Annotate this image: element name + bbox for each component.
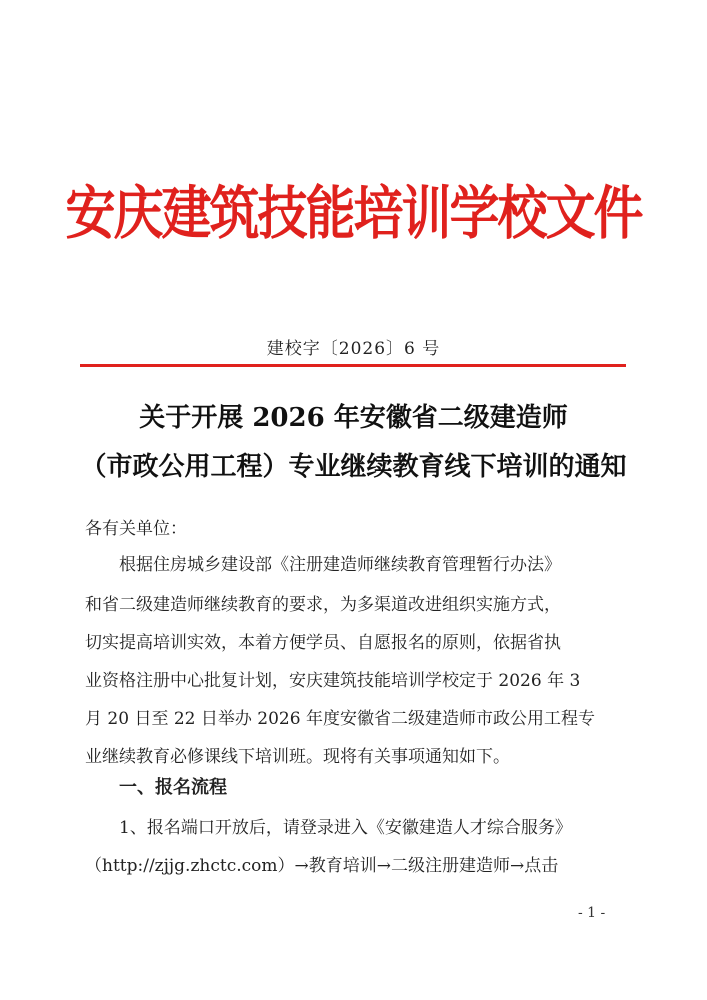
doc-number: 建校字〔2026〕6 号	[266, 339, 441, 359]
red-divider	[80, 364, 626, 367]
paragraph-line: 月 20 日至 22 日举办 2026 年度安徽省二级建造师市政公用工程专	[85, 709, 595, 729]
paragraph-line: 和省二级建造师继续教育的要求，为多渠道改进组织实施方式，	[85, 595, 561, 615]
notice-title-line-1: 关于开展 2026 年安徽省二级建造师	[139, 403, 568, 433]
page-number: - 1 -	[578, 905, 606, 921]
issuer-title: 安庆建筑技能培训学校文件	[65, 178, 642, 247]
salutation: 各有关单位：	[85, 519, 187, 539]
section-line: （http://zjjg.zhctc.com）→教育培训→二级注册建造师→点击	[85, 856, 559, 876]
notice-title-line-2: （市政公用工程）专业继续教育线下培训的通知	[80, 452, 627, 482]
paragraph-line: 根据住房城乡建设部《注册建造师继续教育管理暂行办法》	[119, 555, 561, 575]
paragraph-line: 业资格注册中心批复计划，安庆建筑技能培训学校定于 2026 年 3	[85, 671, 581, 691]
section-heading: 一、报名流程	[119, 777, 227, 798]
paragraph-line: 业继续教育必修课线下培训班。现将有关事项通知如下。	[85, 747, 510, 767]
paragraph-line: 切实提高培训实效，本着方便学员、自愿报名的原则，依据省执	[85, 633, 561, 653]
section-line: 1、报名端口开放后，请登录进入《安徽建造人才综合服务》	[119, 818, 572, 838]
